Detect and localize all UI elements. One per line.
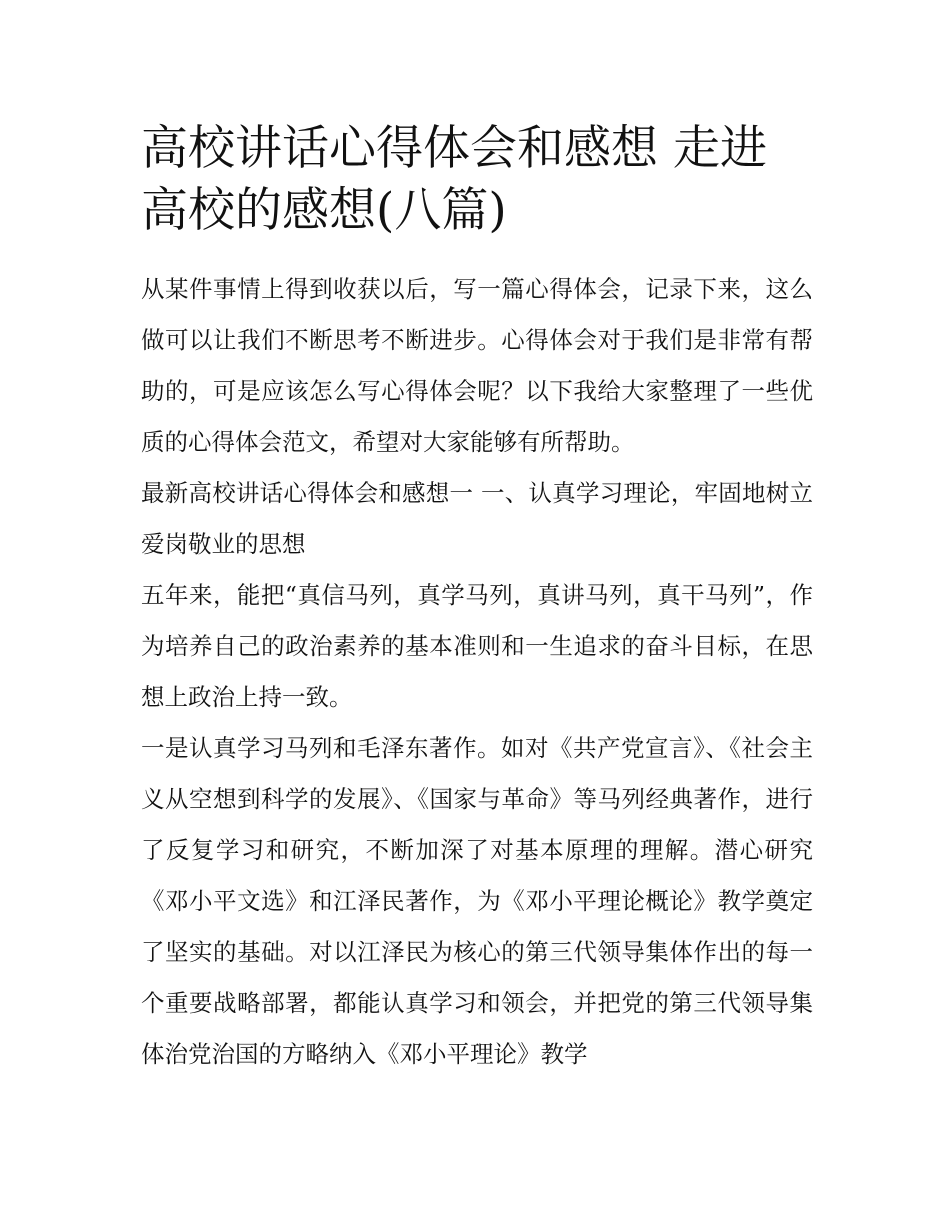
- paragraph-section-heading: 最新高校讲话心得体会和感想一 一、认真学习理论，牢固地树立爱岗敬业的思想: [141, 479, 813, 558]
- paragraph-study-marxism: 一是认真学习马列和毛泽东著作。如对《共产党宣言》、《社会主义从空想到科学的发展》、《国家与革命》等马列经典著作，进行了反复学习和研究，不断加深了对基本原理的理解。潜心研究《邓小平文选》和江泽民著作，为《邓小平理论概论》教学奠定了坚实的基础。对以江泽民为核心的第三代领导集体作出的每一个重要战略部署，都能认真学习和领会，并把党的第三代领导集体治党治国的方略纳入《邓小平理论》教学: [141, 734, 813, 1068]
- paragraph-intro: 从某件事情上得到收获以后，写一篇心得体会，记录下来，这么做可以让我们不断思考不断进步。心得体会对于我们是非常有帮助的，可是应该怎么写心得体会呢？以下我给大家整理了一些优质的心得体会范文，希望对大家能够有所帮助。: [141, 275, 813, 456]
- document-title: 高校讲话心得体会和感想 走进高校的感想(八篇): [141, 121, 767, 238]
- document-content: [141, 118, 813, 1080]
- paragraph-five-years: 五年来，能把“真信马列，真学马列，真讲马列，真干马列”，作为培养自己的政治素养的基本准则和一生追求的奋斗目标，在思想上政治上持一致。: [141, 581, 813, 711]
